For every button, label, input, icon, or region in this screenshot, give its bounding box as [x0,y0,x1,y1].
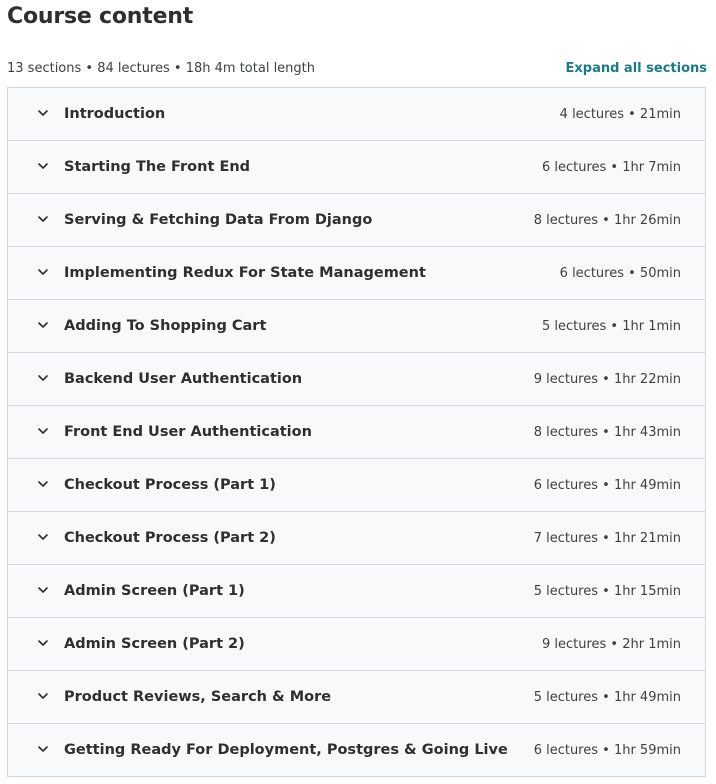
course-summary: 13 sections • 84 lectures • 18h 4m total length [7,60,316,76]
section-title: Admin Screen (Part 1) [64,583,245,599]
section-meta: 6 lectures • 1hr 49min [533,477,681,493]
chevron-down-icon [36,212,50,226]
section-title: Product Reviews, Search & More [64,689,332,705]
section-title: Serving & Fetching Data From Django [64,212,373,228]
chevron-down-icon [36,371,50,385]
chevron-down-icon [36,689,50,703]
section-meta: 9 lectures • 1hr 22min [533,371,681,387]
section-implementing-redux[interactable] [8,247,705,300]
section-list [7,87,706,777]
section-title: Front End User Authentication [64,424,312,440]
chevron-down-icon [36,159,50,173]
chevron-down-icon [36,742,50,756]
section-meta: 4 lectures • 21min [559,106,681,122]
section-meta: 5 lectures • 1hr 49min [533,689,681,705]
section-meta: 8 lectures • 1hr 26min [533,212,681,228]
course-summary-row [7,58,707,78]
section-starting-the-front-end[interactable] [8,141,705,194]
section-title: Starting The Front End [64,159,251,175]
section-checkout-process-part-2[interactable] [8,512,705,565]
section-title: Introduction [64,106,166,122]
page-title: Course content [7,4,194,29]
section-backend-user-authentication[interactable] [8,353,705,406]
section-adding-to-shopping-cart[interactable] [8,300,705,353]
section-getting-ready-for-deployment[interactable] [8,724,705,776]
expand-all-sections-button[interactable]: Expand all sections [565,60,707,76]
section-meta: 7 lectures • 1hr 21min [533,530,681,546]
section-title: Checkout Process (Part 1) [64,477,276,493]
section-meta: 6 lectures • 1hr 7min [541,159,681,175]
section-product-reviews-search[interactable] [8,671,705,724]
chevron-down-icon [36,265,50,279]
section-meta: 5 lectures • 1hr 15min [533,583,681,599]
section-meta: 8 lectures • 1hr 43min [533,424,681,440]
chevron-down-icon [36,530,50,544]
chevron-down-icon [36,583,50,597]
section-serving-fetching-data[interactable] [8,194,705,247]
chevron-down-icon [36,477,50,491]
section-title: Admin Screen (Part 2) [64,636,245,652]
section-meta: 9 lectures • 2hr 1min [541,636,681,652]
chevron-down-icon [36,106,50,120]
section-title: Adding To Shopping Cart [64,318,267,334]
section-checkout-process-part-1[interactable] [8,459,705,512]
chevron-down-icon [36,318,50,332]
section-title: Backend User Authentication [64,371,303,387]
chevron-down-icon [36,424,50,438]
section-meta: 6 lectures • 1hr 59min [533,742,681,758]
section-title: Checkout Process (Part 2) [64,530,276,546]
section-title: Implementing Redux For State Management [64,265,426,281]
section-meta: 5 lectures • 1hr 1min [541,318,681,334]
section-admin-screen-part-1[interactable] [8,565,705,618]
chevron-down-icon [36,636,50,650]
section-meta: 6 lectures • 50min [559,265,681,281]
section-introduction[interactable] [8,88,705,141]
section-title: Getting Ready For Deployment, Postgres & Going Live [64,742,508,758]
section-admin-screen-part-2[interactable] [8,618,705,671]
section-front-end-user-authentication[interactable] [8,406,705,459]
